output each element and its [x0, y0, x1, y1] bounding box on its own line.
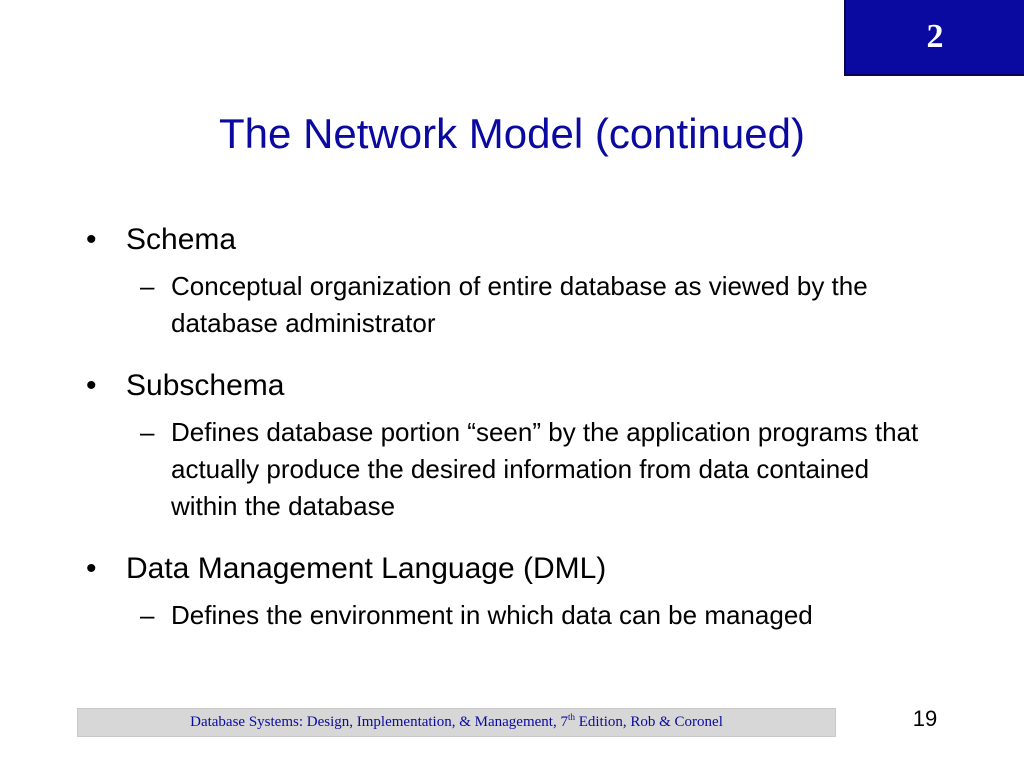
bullet-list	[0, 220, 1024, 634]
slide-title: The Network Model (continued)	[219, 110, 805, 157]
sub-bullet-text: Defines the environment in which data can be managed	[171, 600, 813, 630]
sub-bullet-marker: –	[140, 417, 155, 447]
footer-citation	[77, 708, 836, 737]
chapter-badge	[844, 0, 1024, 76]
footer-text	[190, 714, 723, 731]
bullet-item-dml	[0, 549, 1024, 589]
bullet-label: Data Management Language (DML)	[126, 552, 607, 585]
bullet-marker: •	[86, 223, 97, 256]
bullet-item-subschema	[0, 366, 1024, 406]
sub-bullet-item	[0, 414, 1024, 525]
sub-bullet-text: Conceptual organization of entire database as viewed by the database administrator	[171, 271, 868, 338]
sub-bullet-marker: –	[140, 600, 155, 630]
bullet-label: Subschema	[126, 369, 285, 402]
footer-text-before: Database Systems: Design, Implementation, & Management, 7	[190, 714, 568, 730]
page-number: 19	[912, 706, 938, 731]
bullet-marker: •	[86, 369, 97, 402]
footer-text-after: Edition, Rob & Coronel	[574, 714, 723, 730]
bullet-item-schema	[0, 220, 1024, 260]
sub-bullet-item	[0, 597, 1024, 634]
bullet-label: Schema	[126, 223, 237, 256]
chapter-number: 2	[926, 18, 944, 55]
sub-bullet-text: Defines database portion “seen” by the application programs that actually produce the desired information from data contained within the database	[171, 417, 919, 521]
bullet-marker: •	[86, 552, 97, 585]
sub-bullet-marker: –	[140, 271, 155, 301]
sub-bullet-item	[0, 268, 1024, 342]
footer-superscript: th	[567, 712, 575, 722]
